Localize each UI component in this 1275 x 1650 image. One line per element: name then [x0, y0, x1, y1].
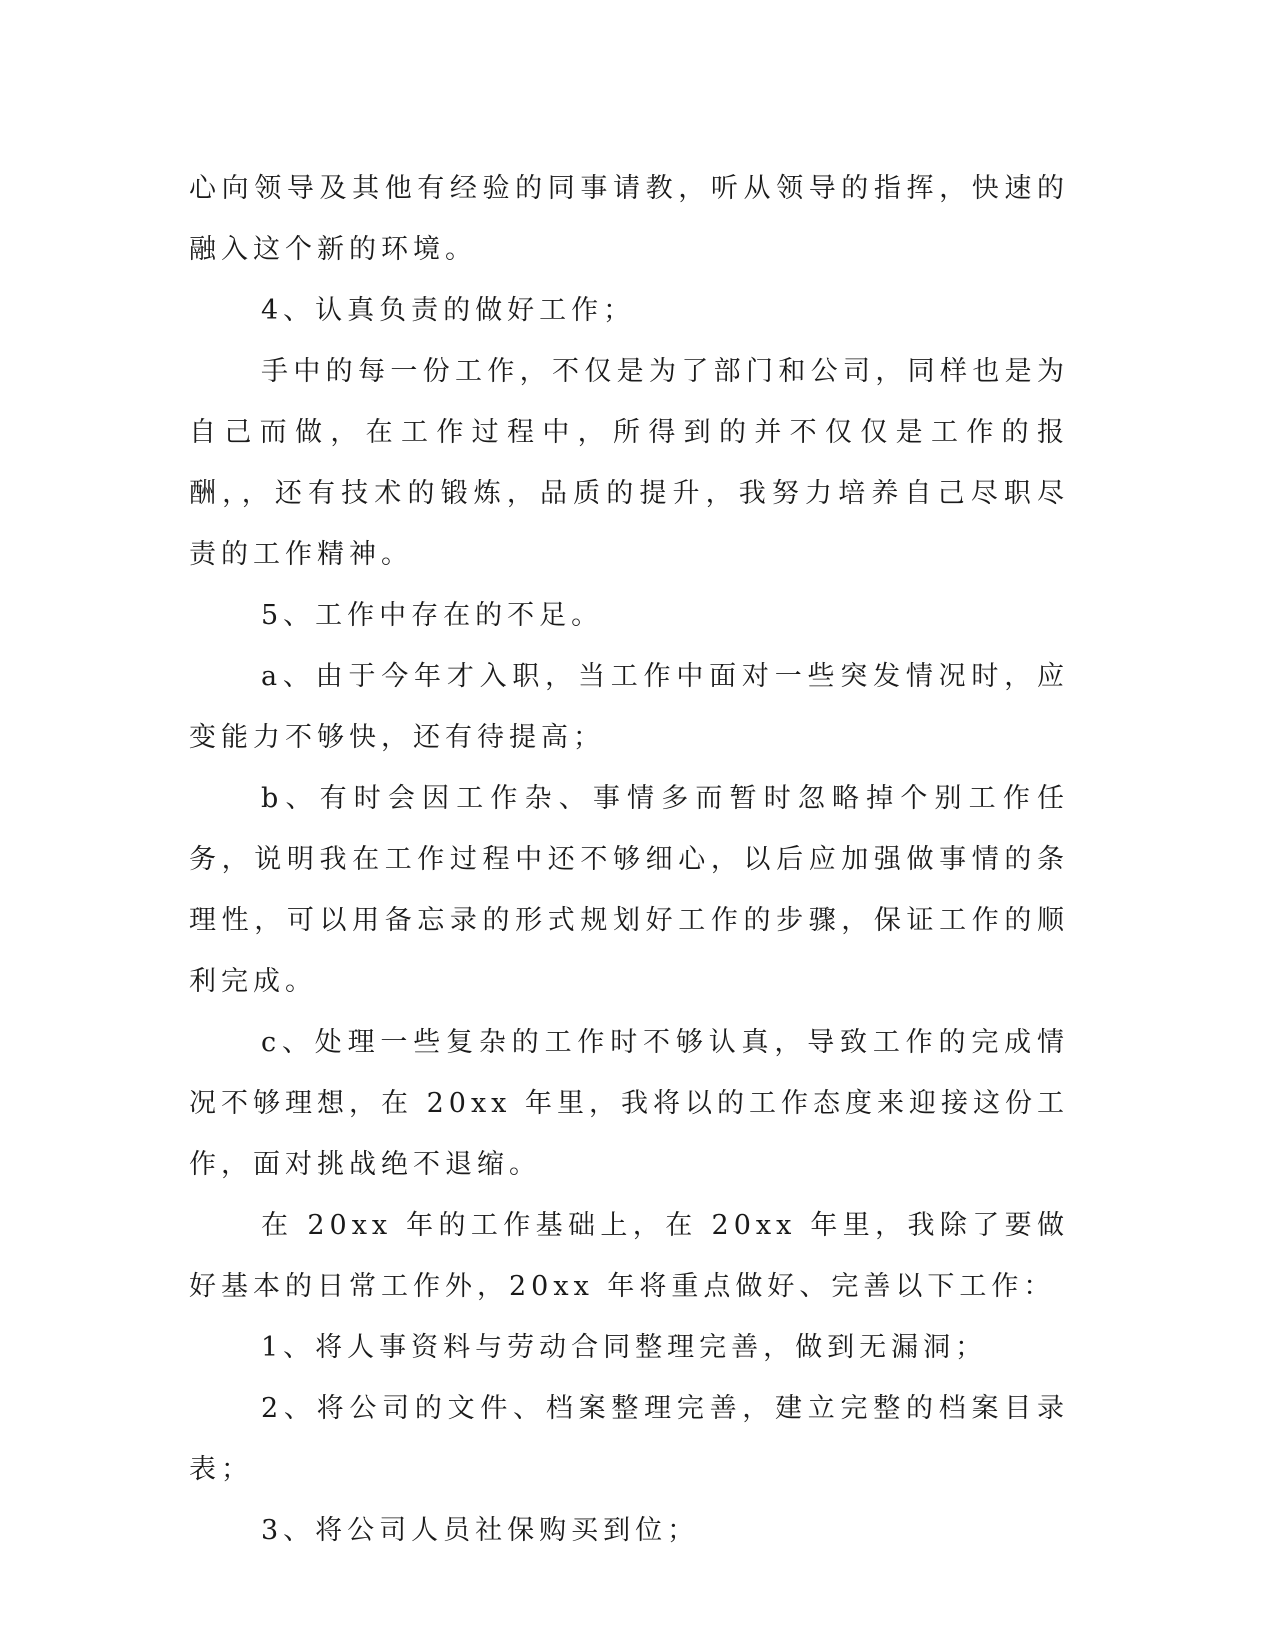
paragraph-8: 在 20xx 年的工作基础上，在 20xx 年里，我除了要做好基本的日常工作外，20xx 年将重点做好、完善以下工作： [189, 1210, 1069, 1302]
paragraph-1: 心向领导及其他有经验的同事请教，听从领导的指挥，快速的融入这个新的环境。 [189, 173, 1069, 265]
paragraph-3: 手中的每一份工作，不仅是为了部门和公司，同样也是为自己而做，在工作过程中，所得到的并不仅仅是工作的报酬，，还有技术的锻炼，品质的提升，我努力培养自己尽职尽责的工作精神。 [189, 356, 1069, 570]
paragraph-4: 5、工作中存在的不足。 [261, 600, 604, 631]
paragraph-5: a、由于今年才入职，当工作中面对一些突发情况时，应变能力不够快，还有待提高； [189, 661, 1069, 753]
paragraph-11: 3、将公司人员社保购买到位； [261, 1515, 700, 1546]
paragraph-2: 4、认真负责的做好工作； [261, 295, 636, 326]
paragraph-9: 1、将人事资料与劳动合同整理完善，做到无漏洞； [261, 1332, 988, 1363]
paragraph-7: c、处理一些复杂的工作时不够认真，导致工作的完成情况不够理想，在 20xx 年里，我将以的工作态度来迎接这份工作，面对挑战绝不退缩。 [189, 1027, 1069, 1180]
paragraph-10: 2、将公司的文件、档案整理完善，建立完整的档案目录表； [189, 1393, 1069, 1485]
document-body [189, 158, 1069, 1561]
paragraph-6: b、有时会因工作杂、事情多而暂时忽略掉个别工作任务，说明我在工作过程中还不够细心，以后应加强做事情的条理性，可以用备忘录的形式规划好工作的步骤，保证工作的顺利完成。 [189, 783, 1069, 997]
